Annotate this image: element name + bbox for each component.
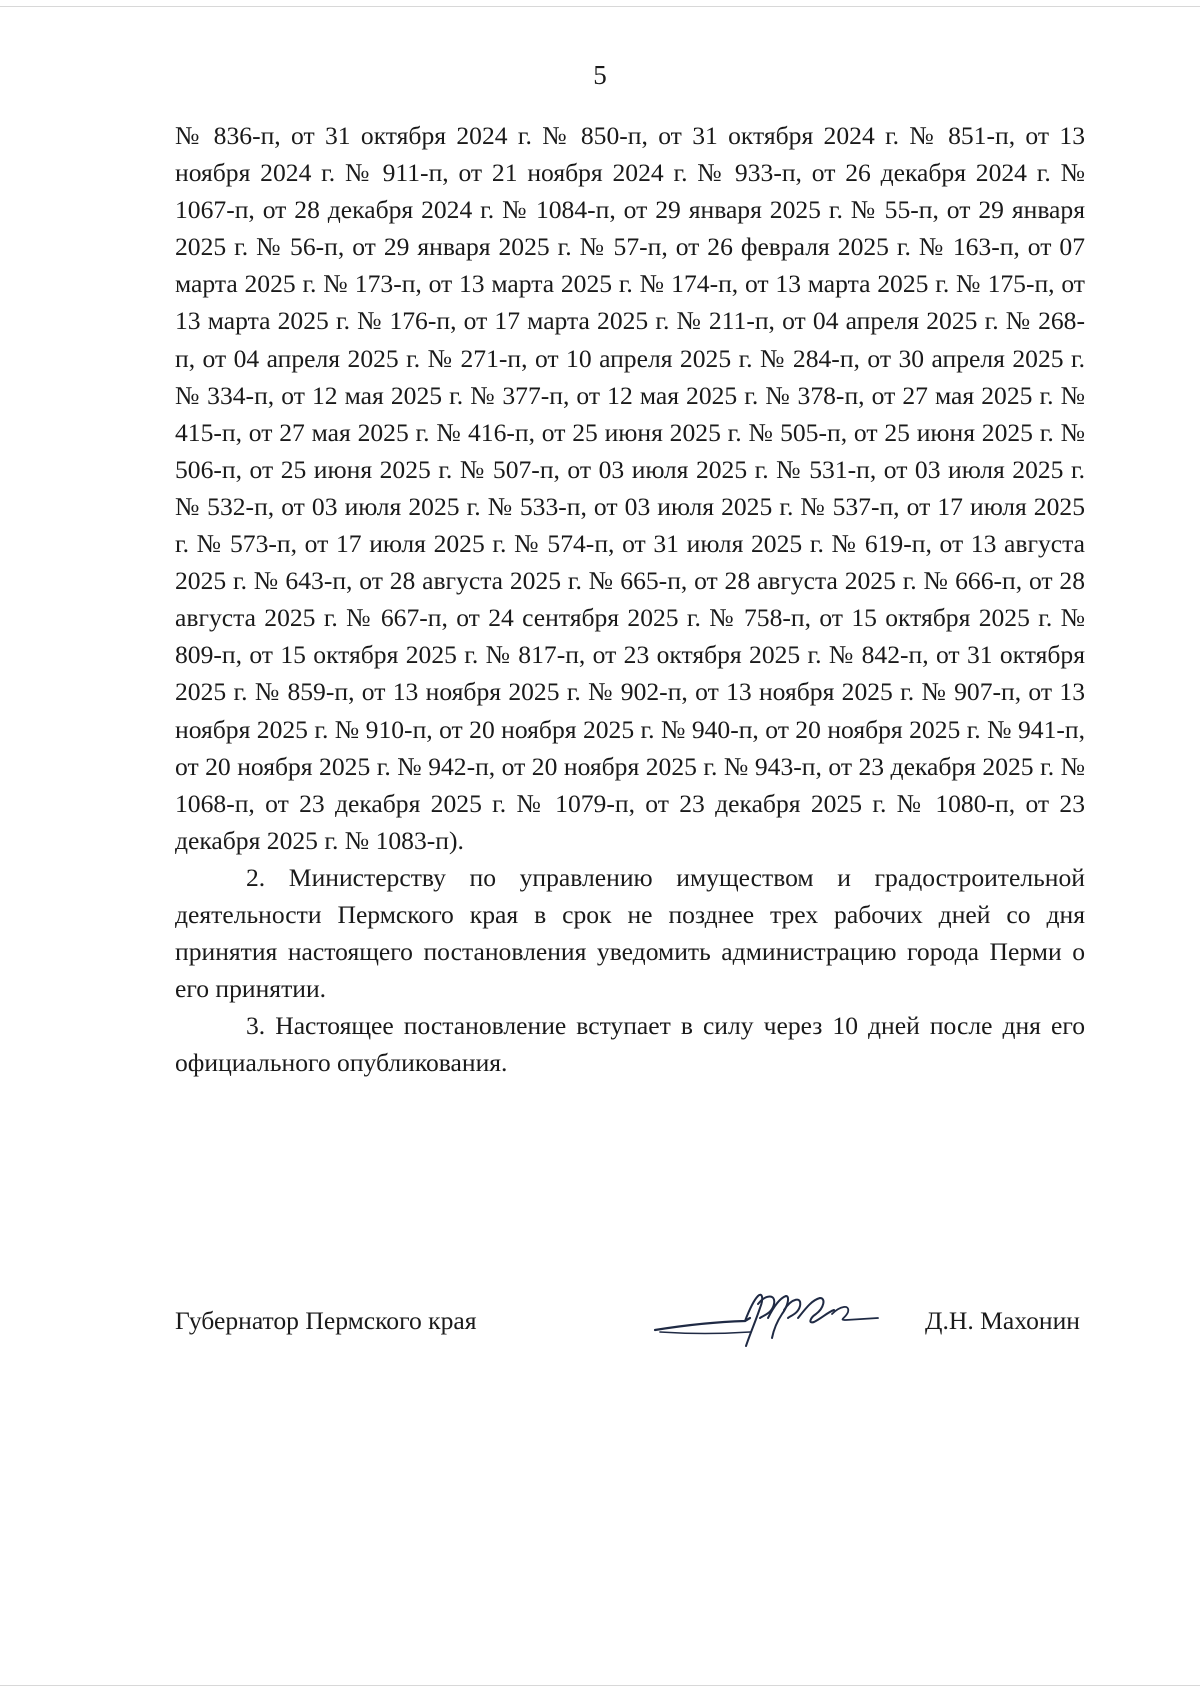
signatory-name: Д.Н. Махонин [925,1306,1080,1335]
paragraph-2: 2. Министерству по управлению имуществом и градостроительной деятельности Пермского края в срок не позднее трех рабочих дней со дня принятия настоящего постановления уведомить администрацию города Перми о его принятии. [175,862,1085,1004]
scan-edge-bottom [0,1685,1200,1686]
page-number: 5 [593,60,607,90]
document-body [175,117,1085,1081]
signatory-position: Губернатор Пермского края [175,1306,477,1335]
list-continuation-paragraph: № 836-п, от 31 октября 2024 г. № 850-п, от 31 октября 2024 г. № 851-п, от 13 ноября 2024 г. № 911-п, от 21 ноября 2024 г. № 933-п, от 26 декабря 2024 г. № 1067-п, от 28 декабря 2024 г. № 1084-п, от 29 января 2025 г. № 55-п, от 29 января 2025 г. № 56-п, от 29 января 2025 г. № 57-п, от 26 февраля 2025 г. № 163-п, от 07 марта 2025 г. № 173-п, от 13 марта 2025 г. № 174-п, от 13 марта 2025 г. № 175-п, от 13 марта 2025 г. № 176-п, от 17 марта 2025 г. № 211-п, от 04 апреля 2025 г. № 268-п, от 04 апреля 2025 г. № 271-п, от 10 апреля 2025 г. № 284-п, от 30 апреля 2025 г. № 334-п, от 12 мая 2025 г. № 377-п, от 12 мая 2025 г. № 378-п, от 27 мая 2025 г. № 415-п, от 27 мая 2025 г. № 416-п, от 25 июня 2025 г. № 505-п, от 25 июня 2025 г. № 506-п, от 25 июня 2025 г. № 507-п, от 03 июля 2025 г. № 531-п, от 03 июля 2025 г. № 532-п, от 03 июля 2025 г. № 533-п, от 03 июля 2025 г. № 537-п, от 17 июля 2025 г. № 573-п, от 17 июля 2025 г. № 574-п, от 31 июля 2025 г. № 619-п, от 13 августа 2025 г. № 643-п, от 28 августа 2025 г. № 665-п, от 28 августа 2025 г. № 666-п, от 28 августа 2025 г. № 667-п, от 24 сентября 2025 г. № 758-п, от 15 октября 2025 г. № 809-п, от 15 октября 2025 г. № 817-п, от 23 октября 2025 г. № 842-п, от 31 октября 2025 г. № 859-п, от 13 ноября 2025 г. № 902-п, от 13 ноября 2025 г. № 907-п, от 13 ноября 2025 г. № 910-п, от 20 ноября 2025 г. № 940-п, от 20 ноября 2025 г. № 941-п, от 20 ноября 2025 г. № 942-п, от 20 ноября 2025 г. № 943-п, от 23 декабря 2025 г. № 1068-п, от 23 декабря 2025 г. № 1079-п, от 23 декабря 2025 г. № 1080-п, от 23 декабря 2025 г. № 1083-п). [175,121,1085,855]
scan-edge-top [0,6,1200,7]
paragraph-3: 3. Настоящее постановление вступает в силу через 10 дней после дня его официального опубликования. [175,1011,1085,1078]
handwritten-signature [650,1288,880,1358]
signature-block [175,1300,1085,1360]
